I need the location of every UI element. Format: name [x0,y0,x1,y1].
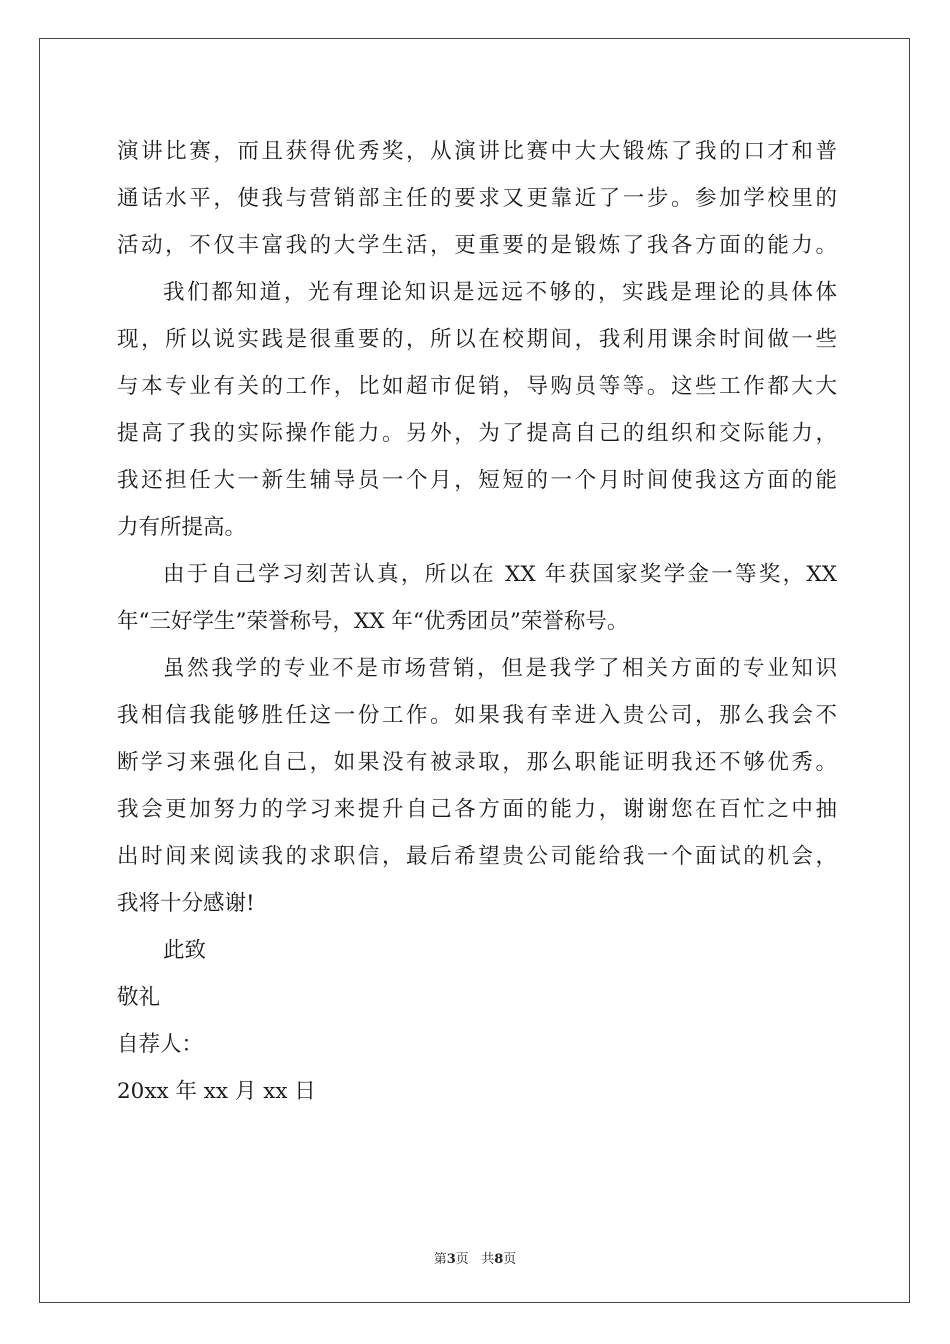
signer-label: 自荐人： [117,1032,204,1057]
text-line: 我相信我能够胜任这一份工作。如果我有幸进入贵公司，那么我会不 [117,703,837,728]
page-prefix: 第 [433,1252,447,1267]
total-prefix: 共 [481,1252,495,1267]
text-line: 由于自己学习刻苦认真，所以在 XX 年获国家奖学金一等奖，XX [163,562,837,587]
text-line: 提高了我的实际操作能力。另外，为了提高自己的组织和交际能力， [117,421,837,446]
text-line: 我们都知道，光有理论知识是远远不够的，实践是理论的具体体 [163,280,837,305]
total-suffix: 页 [503,1252,517,1267]
page-current: 3 [446,1252,456,1267]
closing-regards: 敬礼 [117,985,161,1010]
text-line: 断学习来强化自己，如果没有被录取，那么职能证明我还不够优秀。 [117,750,837,775]
text-line: 我将十分感谢! [117,891,255,916]
page-suffix: 页 [455,1252,469,1267]
text-line: 现，所以说实践是很重要的，所以在校期间，我利用课余时间做一些 [117,327,837,352]
text-line: 虽然我学的专业不是市场营销，但是我学了相关方面的专业知识 [163,656,837,681]
closing-salutation: 此致 [163,938,207,963]
paragraph [117,645,837,927]
letter-body [117,128,837,1115]
paragraph-list [117,128,837,927]
text-line: 演讲比赛，而且获得优秀奖，从演讲比赛中大大锻炼了我的口才和普 [117,139,837,164]
text-line: 与本专业有关的工作，比如超市促销，导购员等等。这些工作都大大 [117,374,837,399]
paragraph [117,269,837,551]
page-footer [0,1248,950,1267]
text-line: 活动，不仅丰富我的大学生活，更重要的是锻炼了我各方面的能力。 [117,233,837,258]
text-line: 力有所提高。 [117,515,247,540]
text-line: 通话水平，使我与营销部主任的要求又更靠近了一步。参加学校里的 [117,186,837,211]
text-line: 出时间来阅读我的求职信，最后希望贵公司能给我一个面试的机会， [117,844,837,869]
paragraph [117,128,837,269]
text-line: 我会更加努力的学习来提升自己各方面的能力，谢谢您在百忙之中抽 [117,797,837,822]
letter-date: 20xx 年 xx 月 xx 日 [117,1079,316,1104]
text-line: 我还担任大一新生辅导员一个月，短短的一个月时间使我这方面的能 [117,468,837,493]
text-line: 年“三好学生”荣誉称号，XX 年“优秀团员”荣誉称号。 [117,609,629,634]
page-total: 8 [494,1252,504,1267]
paragraph [117,551,837,645]
